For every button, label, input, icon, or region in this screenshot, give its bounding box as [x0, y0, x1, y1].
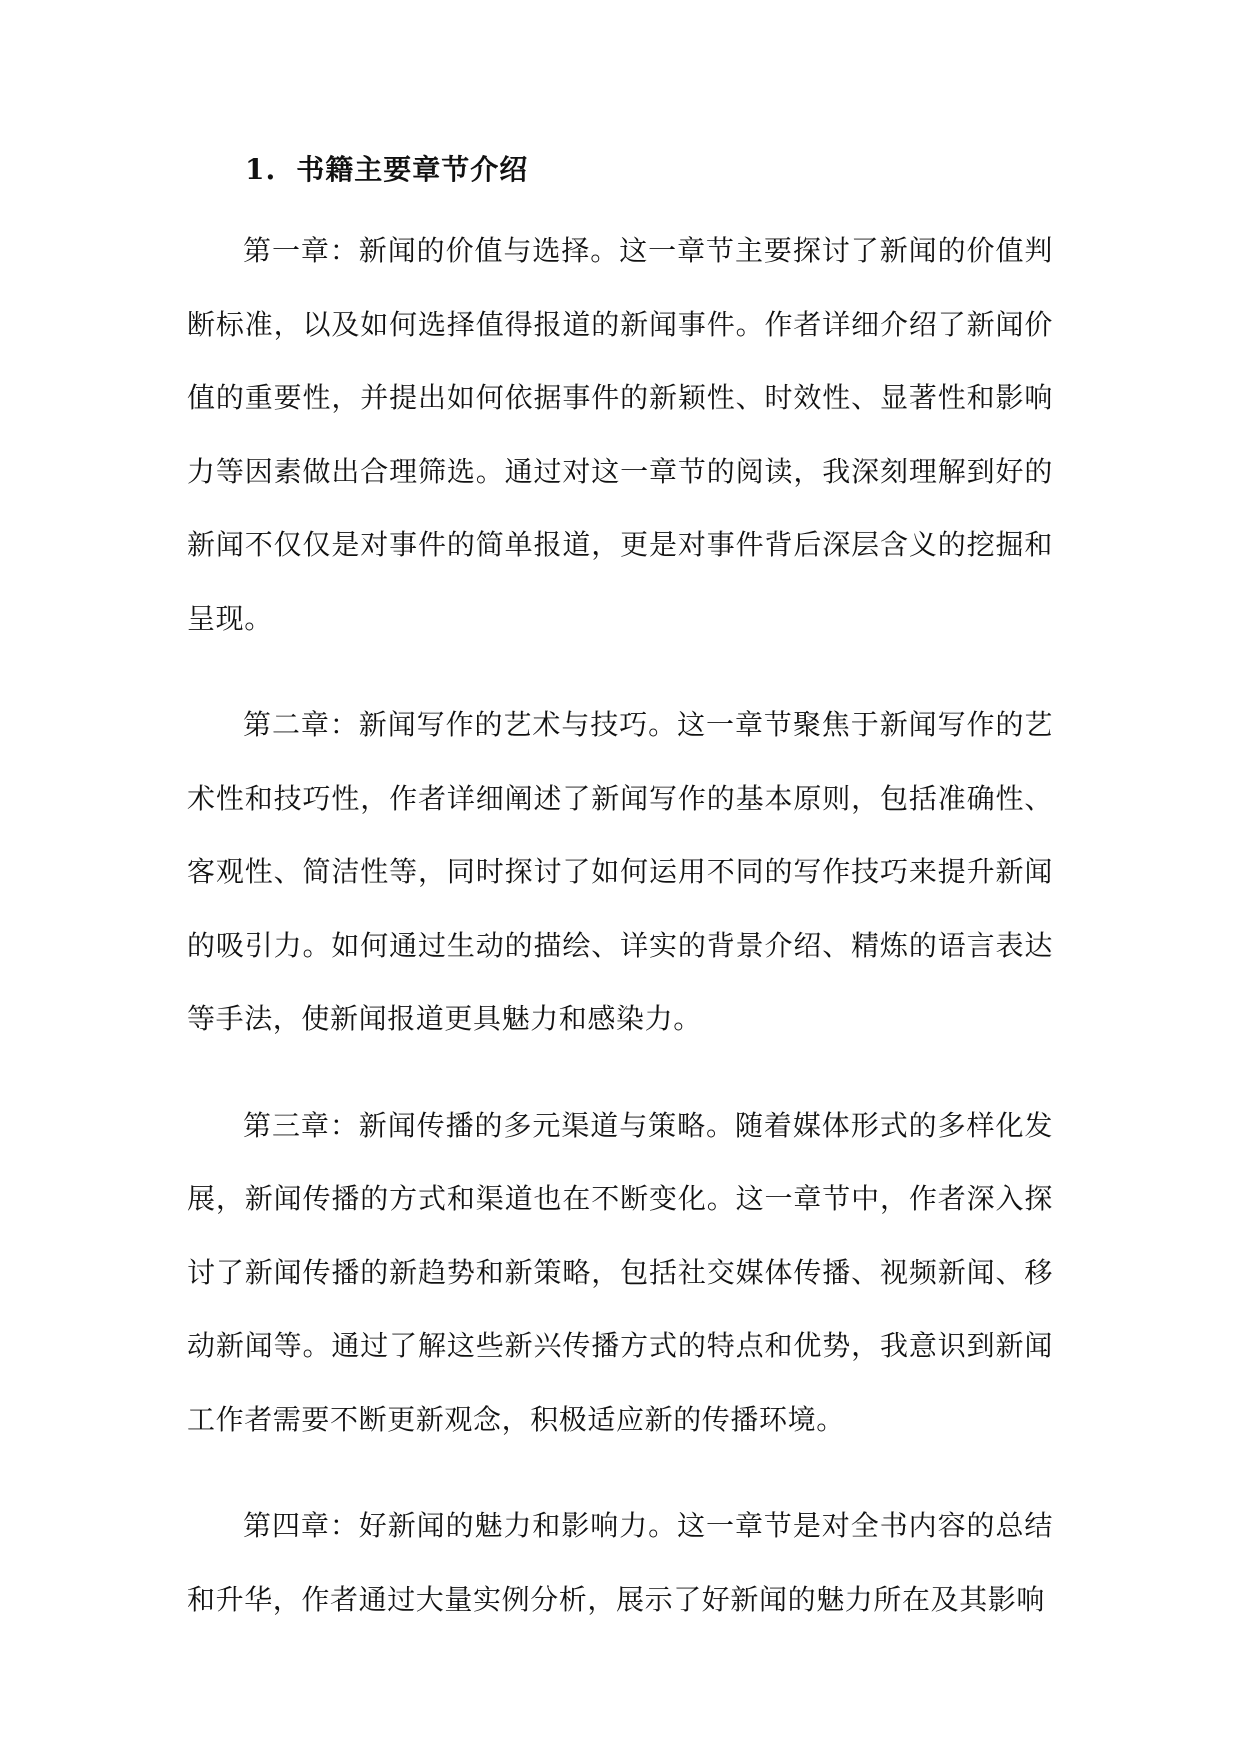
paragraph-chapter-1: 第一章：新闻的价值与选择。这一章节主要探讨了新闻的价值判断标准，以及如何选择值得报道的新闻事件。作者详细介绍了新闻价值的重要性，并提出如何依据事件的新颖性、时效性、显著性和影响力等因素做出合理筛选。通过对这一章节的阅读，我深刻理解到好的新闻不仅仅是对事件的简单报道，更是对事件背后深层含义的挖掘和呈现。	[187, 234, 1053, 635]
paragraph-chapter-3: 第三章：新闻传播的多元渠道与策略。随着媒体形式的多样化发展，新闻传播的方式和渠道也在不断变化。这一章节中，作者深入探讨了新闻传播的新趋势和新策略，包括社交媒体传播、视频新闻、移动新闻等。通过了解这些新兴传播方式的特点和优势，我意识到新闻工作者需要不断更新观念，积极适应新的传播环境。	[187, 1108, 1053, 1436]
section-title: 书籍主要章节介绍	[296, 153, 529, 186]
paragraph-chapter-4: 第四章：好新闻的魅力和影响力。这一章节是对全书内容的总结和升华，作者通过大量实例分析，展示了好新闻的魅力所在及其影响	[187, 1509, 1053, 1616]
document-body	[187, 150, 1053, 1636]
paragraph-chapter-2: 第二章：新闻写作的艺术与技巧。这一章节聚焦于新闻写作的艺术性和技巧性，作者详细阐述了新闻写作的基本原则，包括准确性、客观性、简洁性等，同时探讨了如何运用不同的写作技巧来提升新闻的吸引力。如何通过生动的描绘、详实的背景介绍、精炼的语言表达等手法，使新闻报道更具魅力和感染力。	[187, 708, 1053, 1035]
section-heading	[187, 150, 1053, 190]
section-number: 1.	[245, 153, 277, 186]
